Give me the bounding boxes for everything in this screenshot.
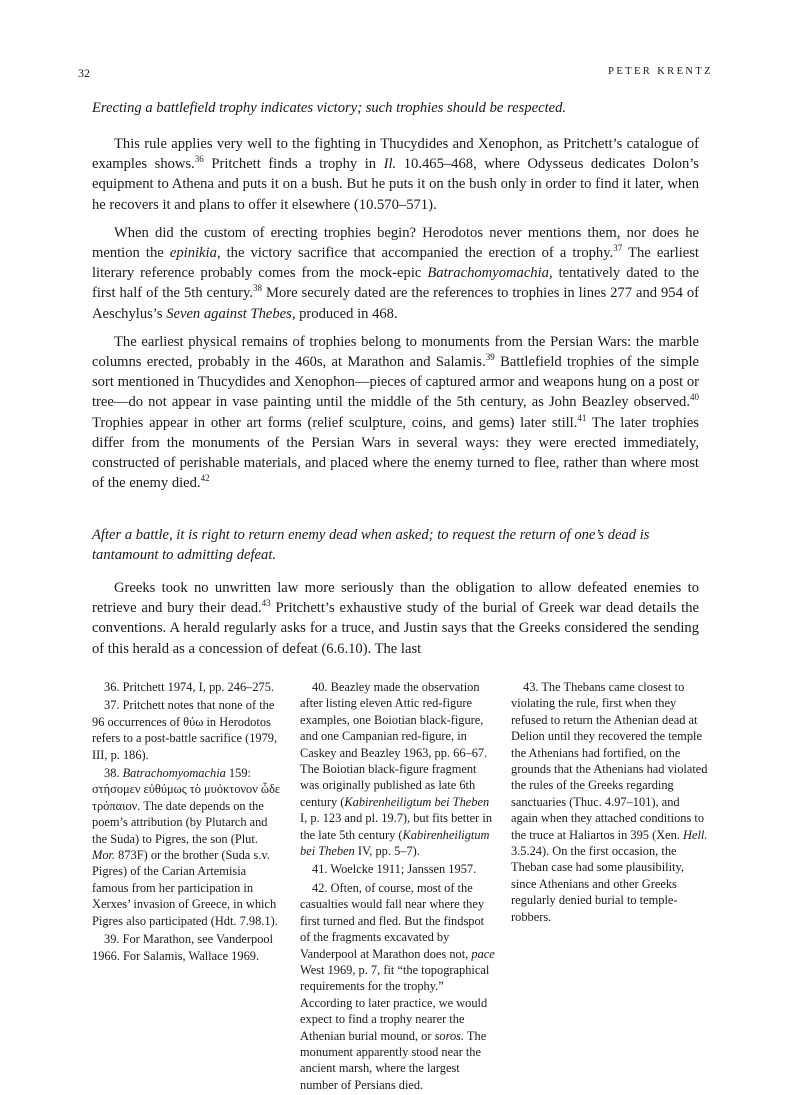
text-run: Greeks took no unwritten law more seriously than the obligation to allow defeated enemies to retrieve and bury their dead. bbox=[92, 580, 699, 617]
italic-text: pace bbox=[471, 946, 495, 961]
italic-text: Kabirenheiligtum bei Theben bbox=[300, 827, 490, 859]
footnote-43 bbox=[511, 679, 709, 925]
text-run: Trophies appear in other art forms (relief sculpture, coins, and gems) later still. bbox=[92, 414, 578, 431]
footnote-39: 39. For Marathon, see Vanderpool 1966. For Salamis, Wallace 1969. bbox=[92, 932, 274, 963]
text-run: 3.5.24). On the first occasion, the Theban case had some plausibility, since Athenians and other Greeks regularly denied burial to temple-robbers. bbox=[511, 844, 684, 924]
text-run: This rule applies very well to the fighting in Thucydides and Xenophon, as Pritchett’s catalogue of examples shows. bbox=[92, 136, 699, 173]
footnote-ref: 41 bbox=[577, 412, 587, 423]
italic-text: Batrachomyomachia bbox=[122, 766, 226, 781]
text-run: The earliest literary reference probably comes from the mock-epic bbox=[92, 245, 699, 282]
text-run: Pritchett finds a trophy in bbox=[203, 156, 384, 173]
footnote-41: 41. Woelcke 1911; Janssen 1957. bbox=[312, 862, 477, 877]
footnote-ref: 39 bbox=[485, 352, 495, 363]
footnotes-column-1 bbox=[92, 679, 284, 966]
text-run: The later trophies differ from the monuments of the Persian Wars in several ways: they were erected immediately, constructed of perishable materials, and placed where the enemy turned to flee, rather than where most of the enemy died. bbox=[92, 414, 699, 492]
text-run: tentatively dated to the first half of the 5th century. bbox=[92, 265, 699, 302]
text-run: I, p. 123 and pl. 19.7), but fits better in the late 5th century ( bbox=[300, 811, 493, 842]
text-run: 40. Beazley made the observation after listing eleven Attic red-figure examples, one Boiotian black-figure, and one Campanian red-figure, in Caskey and Beazley 1963, pp. 66–67. The Boiotian black-figure fragment was originally published as late 6th century ( bbox=[300, 680, 488, 809]
text-run: When did the custom of erecting trophies begin? Herodotos never mentions them, nor does he mention the bbox=[92, 224, 699, 262]
footnote-ref: 40 bbox=[690, 392, 699, 403]
text-run: 159: στήσομεν εὐθύμως τὸ μυόκτονον ὧδε τρόπαιον. The date depends on the poem’s attribution (by Plutarch and the Suda) to Pigres, the son (Plut. bbox=[92, 766, 281, 846]
page-header bbox=[78, 66, 713, 82]
italic-text: Batrachomyomachia, bbox=[427, 265, 553, 282]
italic-text: epinikia, bbox=[169, 245, 221, 262]
footnote-ref: 37 bbox=[613, 243, 623, 254]
rule-heading-dead: After a battle, it is right to return enemy dead when asked; to request the return of one’s dead is tantamount to admitting defeat. bbox=[92, 527, 650, 563]
footnote-36: 36. Pritchett 1974, I, pp. 246–275. bbox=[104, 680, 275, 694]
paragraph bbox=[92, 578, 699, 659]
text-run: West 1969, p. 7, fit “the topographical requirements for the trophy.” According to later practice, we would expect to find a trophy nearer the Athenian burial mound, or bbox=[300, 962, 490, 1043]
text-run: The earliest physical remains of trophies belong to monuments from the Persian Wars: the marble columns erected, probably in the 460s, at Marathon and Salamis. bbox=[92, 333, 699, 371]
rule-heading-trophy: Erecting a battlefield trophy indicates victory; such trophies should be respected. bbox=[92, 100, 567, 116]
text-run: The monument apparently stood near the ancient marsh, where the largest number of Persians died. bbox=[300, 1028, 487, 1092]
footnote-37: 37. Pritchett notes that none of the 96 occurrences of θύω in Herodotos refers to a post-battle sacrifice (1979, III, p. 186). bbox=[92, 698, 278, 762]
text-run: 43. The Thebans came closest to violating the rule, first when they refused to return the Athenian dead at Delion until they recovered the temple the Athenians had fortified, on the grounds that the Athenians had violated the rules of the Greeks regarding sanctuaries (Thuc. 4.97–101), and again when they attached conditions to the truce at Haliartos in 395 (Xen. bbox=[511, 680, 708, 842]
text-run: Pritchett’s exhaustive study of the burial of Greek war dead details the conventions. A herald regularly asks for a truce, and Justin says that the Greeks considered the sending of this herald as a concession of defeat (6.6.10). The last bbox=[92, 600, 699, 657]
footnote-ref: 43 bbox=[261, 598, 271, 609]
text-run: 10.465–468, where Odysseus dedicates Dolon’s equipment to Athena and puts it on a bush. But he puts it on the bush only in order to find it later, when he recovers it and plans to offer it elsewhere (10.570–571). bbox=[92, 156, 699, 213]
text-run: IV, pp. 5–7). bbox=[354, 844, 420, 859]
footnote-40 bbox=[300, 679, 496, 859]
body-section-dead bbox=[92, 578, 699, 659]
paragraph bbox=[92, 332, 699, 494]
text-run: produced in 468. bbox=[295, 305, 398, 322]
text-run: Battlefield trophies of the simple sort mentioned in Thucydides and Xenophon—pieces of captured armor and weapons hung on a post or tree—do not appear in vase painting until the middle of the 5th century, as John Beazley observed. bbox=[92, 354, 699, 411]
footnote-ref: 42 bbox=[200, 473, 210, 484]
text-run: the victory sacrifice that accompanied the erection of a trophy. bbox=[220, 245, 614, 262]
footnote-42 bbox=[300, 880, 496, 1093]
footnotes-column-3 bbox=[511, 679, 709, 927]
page-number: 32 bbox=[78, 66, 90, 80]
running-head: PETER KRENTZ bbox=[608, 66, 713, 77]
footnote-ref: 38 bbox=[253, 283, 263, 294]
footnote-ref: 36 bbox=[194, 154, 204, 165]
footnote-38 bbox=[92, 765, 284, 929]
text-run: 42. Often, of course, most of the casualties would fall near where they first turned and fled. But the findspot of the fragments excavated by Vanderpool at Marathon does not, bbox=[300, 880, 485, 961]
text-run: More securely dated are the references to trophies in lines 277 and 954 of Aeschylus’s bbox=[92, 285, 699, 322]
body-section-trophy bbox=[92, 134, 699, 493]
italic-text: Seven against Thebes, bbox=[166, 305, 296, 322]
footnotes-column-2 bbox=[300, 679, 496, 1095]
paragraph bbox=[92, 223, 699, 324]
italic-text: Il. bbox=[383, 156, 397, 173]
italic-text: Kabirenheiligtum bei Theben bbox=[344, 794, 490, 809]
italic-text: Mor. bbox=[92, 848, 116, 863]
text-run: 38. bbox=[104, 766, 123, 781]
text-run: 873F) or the brother (Suda s.v. Pigres) of the Carian Artemisia famous from her participation in Xerxes’ invasion of Greece, in which Pigres also participated (Hdt. 7.98.1). bbox=[92, 848, 278, 928]
italic-text: soros. bbox=[434, 1028, 465, 1043]
italic-text: Hell. bbox=[683, 827, 708, 842]
paragraph bbox=[92, 134, 699, 215]
